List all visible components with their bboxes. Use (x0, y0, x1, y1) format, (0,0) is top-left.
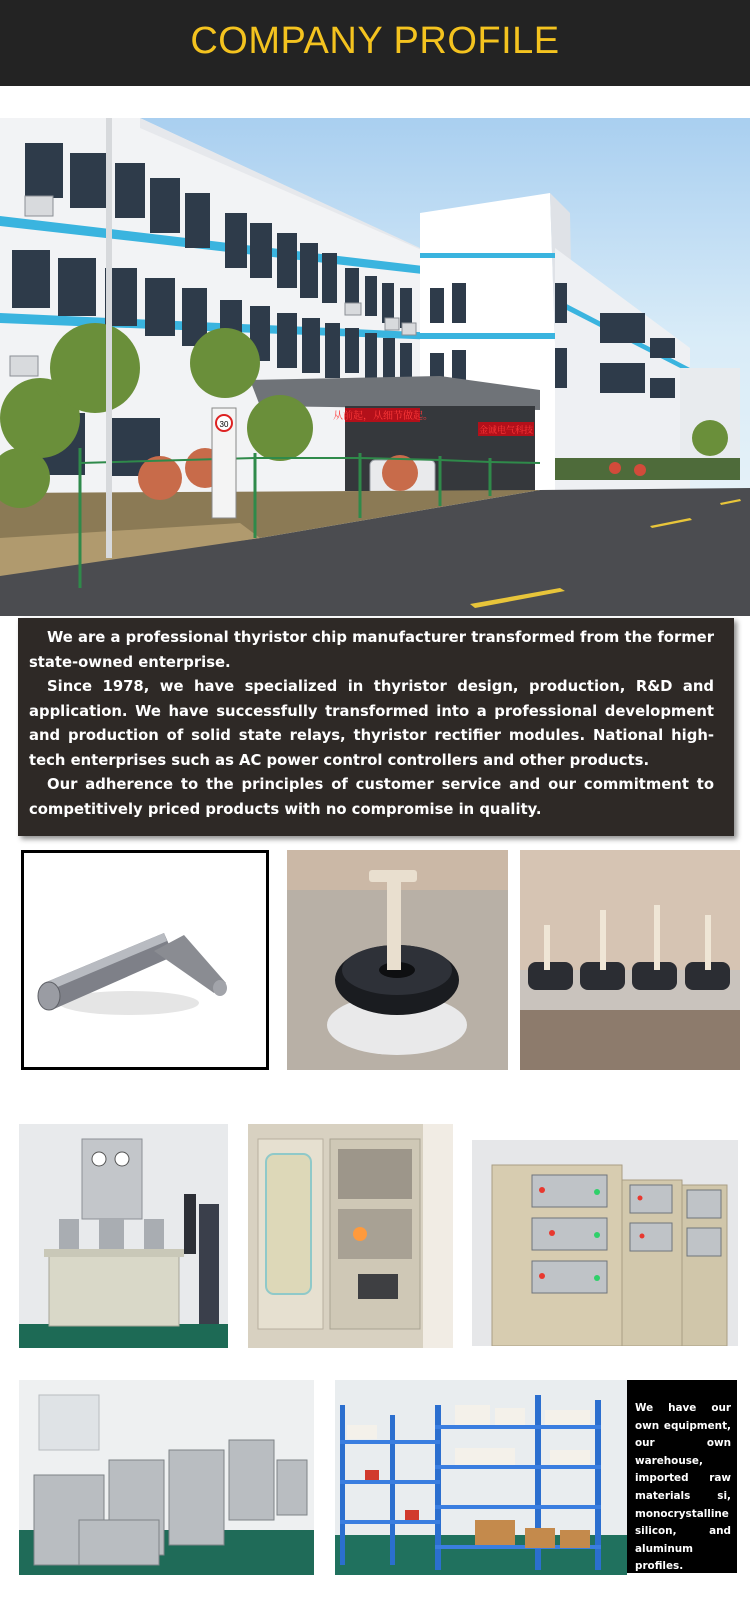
warehouse-shelves-photo (335, 1380, 627, 1575)
control-cabinets-photo (472, 1140, 738, 1346)
intro-paragraph-2: Since 1978, we have specialized in thyristor design, production, R&D and application. We have successfully transformed into a professional development and production of solid state relays, thyristor rectifier modules. National high-tech enterprises such as AC power control controllers and other products. (29, 678, 714, 769)
warehouse-note (627, 1380, 737, 1573)
crystal-coils-row-photo (520, 850, 740, 1070)
page-header (0, 0, 750, 86)
furnace-cabinet-photo (248, 1124, 453, 1348)
silicon-rod-photo (21, 850, 269, 1070)
factory-building-photo (0, 118, 750, 616)
company-intro (18, 618, 734, 836)
intro-paragraph-1: We are a professional thyristor chip manufacturer transformed from the former state-owned enterprise. (29, 629, 714, 671)
aluminum-profiles-photo (19, 1380, 314, 1575)
intro-paragraph-3: Our adherence to the principles of customer service and our commitment to competitively priced products with no compromise in quality. (29, 776, 714, 818)
led-sign-left: 从前起，从细节做起。 (333, 411, 433, 422)
warehouse-note-text: We have our own equipment, our own warehouse, imported raw materials si, monocrystalline silicon, and aluminum profiles. (635, 1402, 731, 1573)
led-sign-right: 金诚电气科技 (478, 426, 534, 436)
test-machine-photo (19, 1124, 228, 1348)
crystal-coil-photo (287, 850, 508, 1070)
speed-sign-value: 30 (219, 420, 229, 429)
page-title: COMPANY PROFILE (190, 20, 560, 62)
